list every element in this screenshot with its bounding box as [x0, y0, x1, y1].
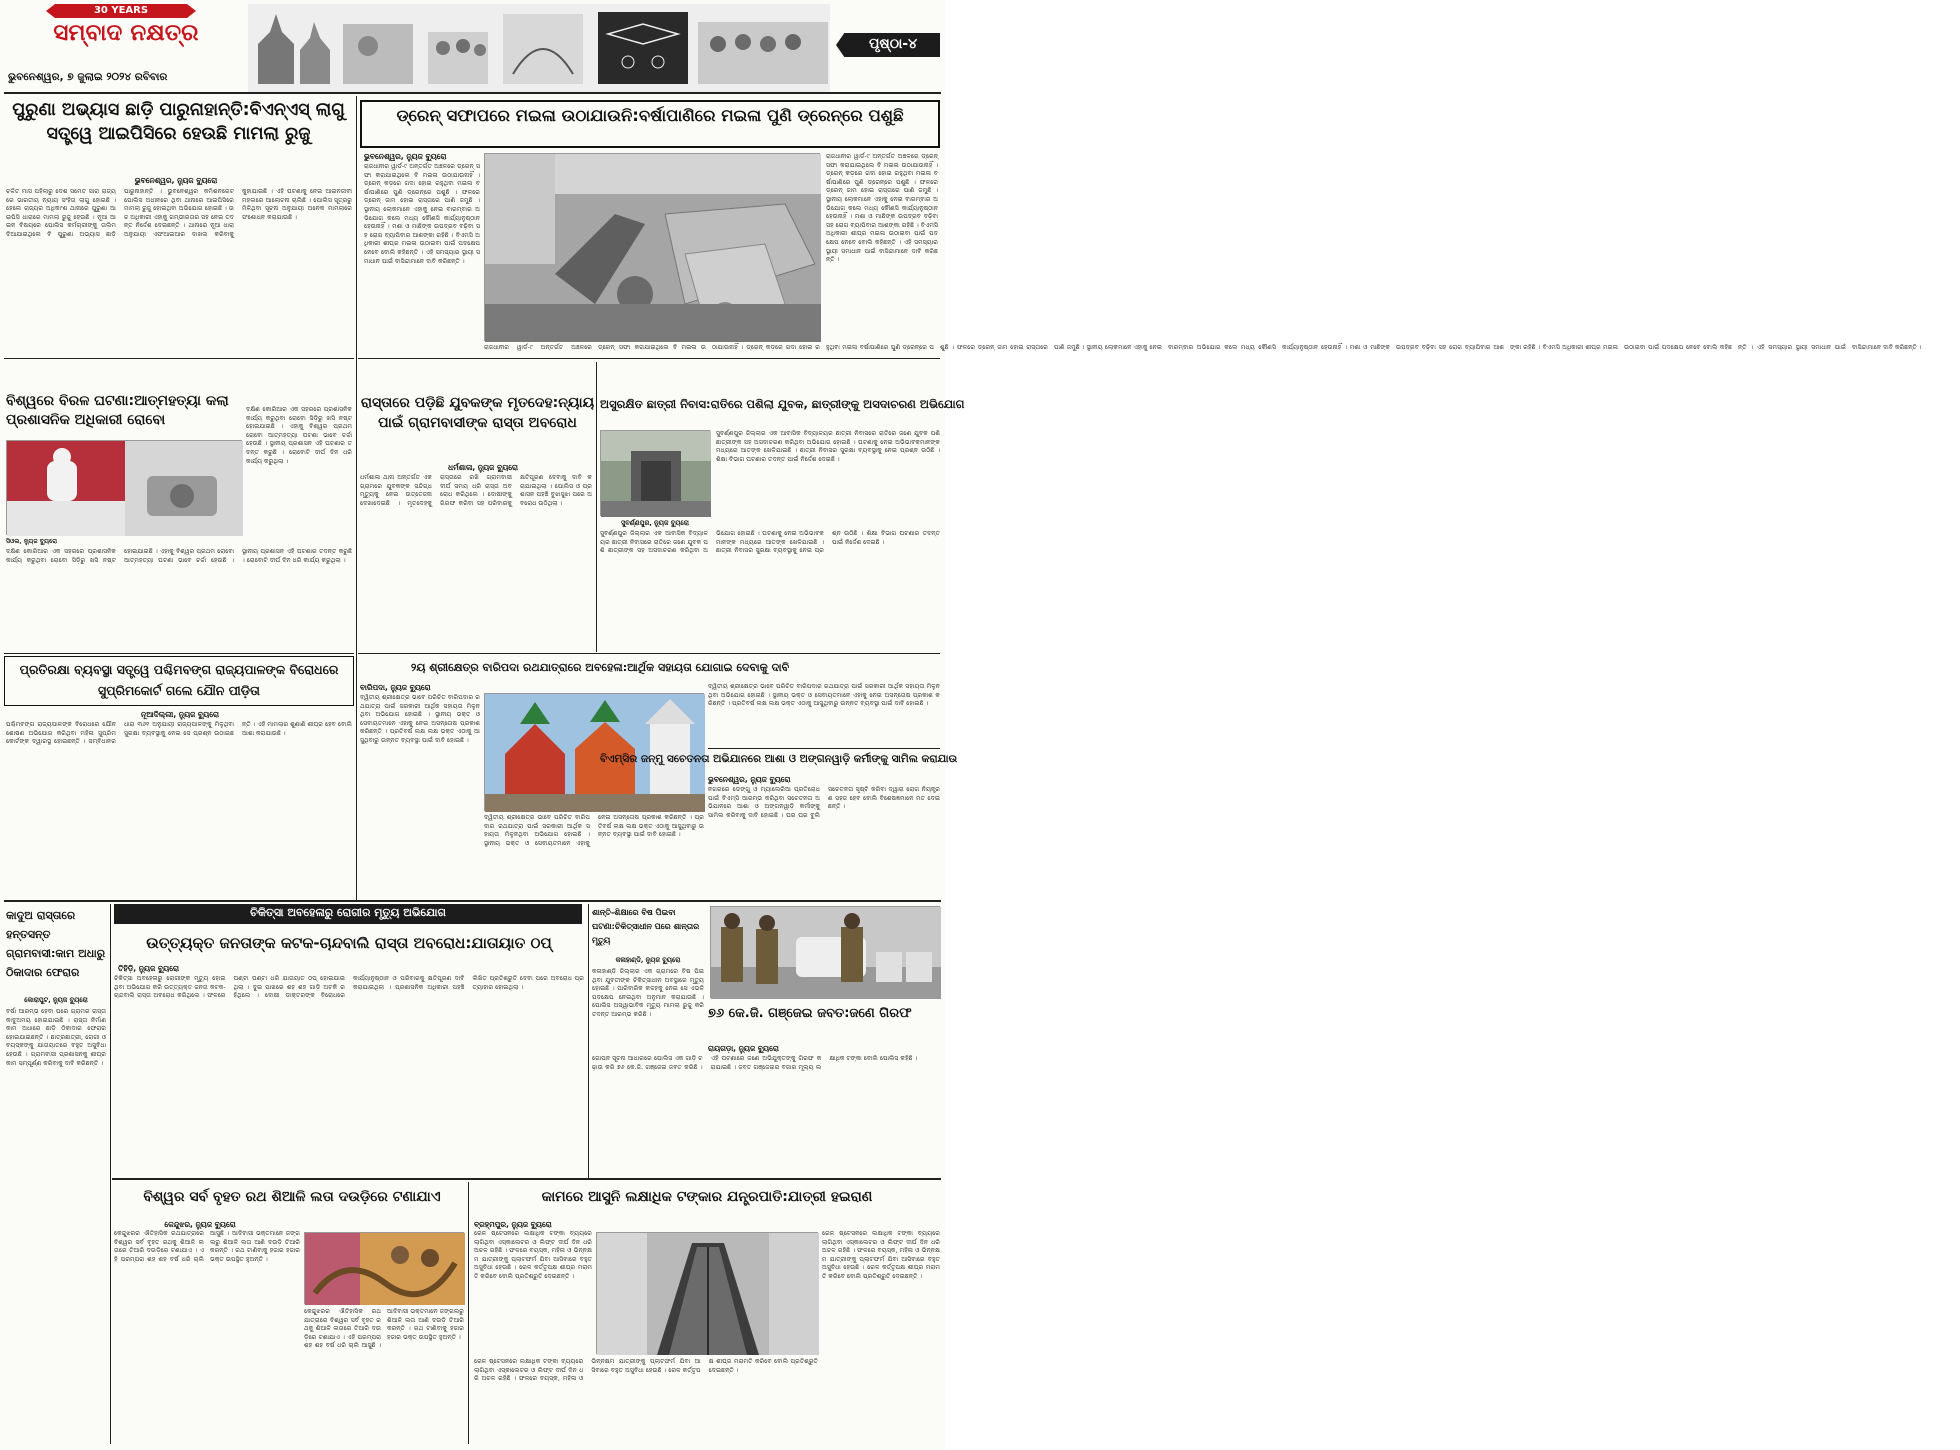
article-7-headline: ୨ୟ ଶ୍ରୀକ୍ଷେତ୍ର ବାରିପଦା ରଥଯାତ୍ରାରେ ଅବହେଳା:ଆର୍ଥିକ ସହାୟତା ଯୋଗାଇ ଦେବାକୁ ଦାବି [410, 661, 790, 674]
article-2-headline: ଡ୍ରେନ୍ ସଫାପରେ ମଇଳା ଉଠାଯାଉନି:ବର୍ଷାପାଣିରେ ମଇଳା ପୁଣି ଡ୍ରେନ୍‌ରେ ପଶୁଛି [396, 106, 904, 125]
article-4-body: ଧର୍ମଶାଳା ଥାନା ଅନ୍ତର୍ଗତ ଏକ ଗ୍ରାମରେ ଯୁବକଙ୍କ ସନ୍ଦିଗ୍ଧ ମୃତ୍ୟୁକୁ ନେଇ ଉତ୍ତେଜନା ଦେଖାଦେଇଛି । ମୃତଦେହକୁ ରାସ୍ତାରେ ରଖି ଗ୍ରାମବାସୀ ଦୀର୍ଘ ସମୟ ଧରି ରାସ୍ତା ଅବରୋଧ କରିଥିଲେ । ଦୋଷୀଙ୍କୁ ଗିରଫ କରିବା ସହ ପରିବାରକୁ କ୍ଷତିପୂରଣ ଦେବାକୁ ଦାବି କରାଯାଇଥିଲା । ପୋଲିସ ଓ ପ୍ରଶାସନ ପହଞ୍ଚି ବୁଝାସୁଝା ପରେ ଅବରୋଧ ଉଠିଥିଲା । [360, 474, 592, 507]
article-5-body: ସୁବର୍ଣ୍ଣପୁର ଜିଲ୍ଲାର ଏକ ଆବାସିକ ବିଦ୍ୟାଳୟର ଛାତ୍ରୀ ନିବାସରେ ରାତିରେ ଜଣେ ଯୁବକ ପଶି ଛାତ୍ରୀଙ୍କ ସହ ଅସଦାଚରଣ କରିଥିବା ଅଭିଯୋଗ ହୋଇଛି । ଘଟଣାକୁ ନେଇ ଅଭିଭାବକମାନଙ୍କ ମଧ୍ୟରେ ଆତଙ୍କ ଖେଳିଯାଇଛି । ଛାତ୍ରୀ ନିବାସର ସୁରକ୍ଷା ବ୍ୟବସ୍ଥାକୁ ନେଇ ପ୍ରଶ୍ନ ଉଠିଛି । ଶିକ୍ଷା ବିଭାଗ ଘଟଣାର ତଦନ୍ତ ପାଇଁ ନିର୍ଦ୍ଦେଶ ଦେଇଛି । [600, 530, 940, 555]
divider-left-1 [4, 358, 354, 359]
robot-photo [6, 440, 242, 535]
ganja-seizure-photo [710, 906, 940, 998]
article-4-headline: ରାସ୍ତାରେ ପଡ଼ିଛି ଯୁବକଙ୍କ ମୃତଦେହ:ନ୍ୟାୟ ପାଇଁ ଗ୍ରାମବାସୀଙ୍କ ରାସ୍ତା ଅବରୋଧ [360, 395, 595, 431]
rath-rope-illustration [305, 1233, 465, 1305]
article-2-byline: ଭୁବନେଶ୍ୱର, ନ୍ୟୁଜ ବ୍ୟୁରୋ [364, 152, 447, 161]
article-13-body-left: କେନ୍ଦୁଝରର ଐତିହାସିକ ରଥଯାତ୍ରାରେ ବିଶ୍ୱର ସର୍ବ ବୃହତ ରଥକୁ ଶିଆଳି ଲତାରେ ତିଆରି ଦଉଡ଼ିରେ ଟଣାଯାଏ । ଏହି ପରମ୍ପରା ଶହ ଶହ ବର୍ଷ ଧରି ଚାଲି ଆସୁଛି । ଆଦିବାସୀ ଭକ୍ତମାନେ ଜଙ୍ଗଲରୁ ଶିଆଳି ଲତା ଆଣି ଦଉଡ଼ି ତିଆରି କରନ୍ତି । ରଥ ଟାଣିବାକୁ ହଜାର ହଜାର ଭକ୍ତ ଉପସ୍ଥିତ ହୁଅନ୍ତି । [114, 1230, 300, 1263]
robot-photo-illustration [7, 441, 243, 536]
article-14-headline: କାମରେ ଆସୁନି ଲକ୍ଷାଧିକ ଟଙ୍କାର ଯନ୍ତ୍ରପାତି:ଯାତ୍ରୀ ହଇରାଣ [541, 1189, 873, 1205]
article-9-byline: କୋରାପୁଟ, ନ୍ୟୁଜ ବ୍ୟୁରୋ [24, 996, 88, 1004]
article-12-byline: ରାୟଗଡ଼ା, ନ୍ୟୁଜ ବ୍ୟୁରୋ [708, 1044, 779, 1053]
article-10-headline: ଉତ୍ତ୍ୟକ୍ତ ଜନତାଙ୍କ କଟକ-ଚାନ୍ଦବାଲି ରାସ୍ତା ଅବରୋଧ:ଯାତାୟାତ ଠପ୍ [146, 934, 552, 952]
ganja-seizure-illustration [711, 907, 941, 999]
page-number-label: ପୃଷ୍ଠା-୪ [868, 36, 918, 52]
article-14-body-left: ରେଳ ଷ୍ଟେସନରେ ଲକ୍ଷାଧିକ ଟଙ୍କା ବ୍ୟୟରେ ଲାଗିଥିବା ଏସ୍କାଲେଟର ଓ ଲିଫ୍ଟ ଦୀର୍ଘ ଦିନ ଧରି ଅଚଳ ରହିଛି । ଫଳରେ ବୟସ୍କ, ମହିଳା ଓ ଭିନ୍ନକ୍ଷମ ଯାତ୍ରୀଙ୍କୁ ପ୍ଲାଟଫର୍ମ ଯିବା ଆସିବାରେ ବହୁତ ଅସୁବିଧା ହେଉଛି । ରେଳ କର୍ତ୍ତୃପକ୍ଷ ଶୀଘ୍ର ମରାମତି କରିବେ ବୋଲି ପ୍ରତିଶ୍ରୁତି ଦେଇଛନ୍ତି । [474, 1230, 592, 1280]
article-9-headline: କାଦୁଅ ରାସ୍ତାରେ ହନ୍ତସନ୍ତ ଗ୍ରାମବାସୀ:କାମ ଅଧାରୁ ଠିକାଦାର ଫେରାର [6, 909, 106, 979]
hostel-photo-illustration [601, 431, 711, 517]
article-4-byline: ଧର୍ମଶାଳା, ନ୍ୟୁଜ ବ୍ୟୁରୋ [448, 463, 518, 472]
masthead-divider [4, 92, 941, 94]
article-2-body-mid: ରାଜଧାନୀର ୱାର୍ଡ-୯ ଅନ୍ତର୍ଗତ ଅଞ୍ଚଳରେ ଡ୍ରେନ୍ ସଫା କରାଯାଇଥିଲେ ବି ମଇଳା ଉଠାଯାଉନାହିଁ । ଡ୍ରେନ୍ କଡ଼ରେ ଗଦା ହୋଇ ରହୁଥିବା ମଇଳା ବର୍ଷାପାଣିରେ ପୁଣି ଡ୍ରେନ୍‌ରେ ପଶୁଛି । ଫଳରେ ଡ୍ରେନ୍ ଜାମ ହୋଇ ରାସ୍ତାରେ ପାଣି ଜମୁଛି । ସ୍ଥାନୀୟ ଲୋକମାନେ ଏହାକୁ ନେଇ ବାରମ୍ବାର ଅଭିଯୋଗ କଲେ ମଧ୍ୟ କୌଣସି କାର୍ଯ୍ୟାନୁଷ୍ଠାନ ହେଉନାହିଁ । ମଶା ଓ ମାଛିଙ୍କ ଉପଦ୍ରବ ବଢ଼ିବା ସହ ରୋଗ ବ୍ୟାପିବାର ଆଶଙ୍କା ରହିଛି । ବିଏମସି ଅଧିକାରୀ ଶୀଘ୍ର ମଇଳା ଉଠାଇବା ପାଇଁ ପଦକ୍ଷେପ ନେବେ ବୋଲି କହିଛନ୍ତି । ଏହି ସମସ୍ୟାର ସ୍ଥାୟୀ ସମାଧାନ ପାଇଁ ବାସିନ୍ଦାମାନେ ଦାବି କରିଛନ୍ତି । [484, 344, 1922, 351]
article-13-body-right: କେନ୍ଦୁଝରର ଐତିହାସିକ ରଥଯାତ୍ରାରେ ବିଶ୍ୱର ସର୍ବ ବୃହତ ରଥକୁ ଶିଆଳି ଲତାରେ ତିଆରି ଦଉଡ଼ିରେ ଟଣାଯାଏ । ଏହି ପରମ୍ପରା ଶହ ଶହ ବର୍ଷ ଧରି ଚାଲି ଆସୁଛି । ଆଦିବାସୀ ଭକ୍ତମାନେ ଜଙ୍ଗଲରୁ ଶିଆଳି ଲତା ଆଣି ଦଉଡ଼ି ତିଆରି କରନ୍ତି । ରଥ ଟାଣିବାକୁ ହଜାର ହଜାର ଭକ୍ତ ଉପସ୍ଥିତ ହୁଅନ୍ତି । [304, 1308, 464, 1350]
column-divider-bottom [468, 1182, 469, 1444]
column-divider-main [356, 96, 357, 900]
article-10-byline: ତିହିଡ଼ି, ନ୍ୟୁଜ ବ୍ୟୁରୋ [118, 964, 179, 973]
article-12-headline: ୭୬ କେ.ଜି. ଗଞ୍ଜେଇ ଜବତ:ଜଣେ ଗିରଫ [708, 1006, 912, 1021]
article-5-body-right: ସୁବର୍ଣ୍ଣପୁର ଜିଲ୍ଲାର ଏକ ଆବାସିକ ବିଦ୍ୟାଳୟର ଛାତ୍ରୀ ନିବାସରେ ରାତିରେ ଜଣେ ଯୁବକ ପଶି ଛାତ୍ରୀଙ୍କ ସହ ଅସଦାଚରଣ କରିଥିବା ଅଭିଯୋଗ ହୋଇଛି । ଘଟଣାକୁ ନେଇ ଅଭିଭାବକମାନଙ୍କ ମଧ୍ୟରେ ଆତଙ୍କ ଖେଳିଯାଇଛି । ଛାତ୍ରୀ ନିବାସର ସୁରକ୍ଷା ବ୍ୟବସ୍ଥାକୁ ନେଇ ପ୍ରଶ୍ନ ଉଠିଛି । ଶିକ୍ଷା ବିଭାଗ ଘଟଣାର ତଦନ୍ତ ପାଇଁ ନିର୍ଦ୍ଦେଶ ଦେଇଛି । [716, 430, 940, 463]
divider-right-1 [358, 358, 940, 359]
article-7-body-mid: ଦ୍ୱିତୀୟ ଶ୍ରୀକ୍ଷେତ୍ର ଭାବେ ପରିଚିତ ବାରିପଦାର ରଥଯାତ୍ରା ପାଇଁ ସରକାରୀ ଆର୍ଥିକ ସହାୟତା ମିଳୁନଥିବା ଅଭିଯୋଗ ହୋଇଛି । ସ୍ଥାନୀୟ ଭକ୍ତ ଓ ସେବାୟତମାନେ ଏହାକୁ ନେଇ ଅସନ୍ତୋଷ ପ୍ରକାଶ କରିଛନ୍ତି । ପ୍ରତିବର୍ଷ ଲକ୍ଷ ଲକ୍ଷ ଭକ୍ତ ଏଠାକୁ ଆସୁଥିବାରୁ ଉନ୍ନତ ବ୍ୟବସ୍ଥା ପାଇଁ ଦାବି ହୋଇଛି । [484, 814, 704, 847]
drain-photo-illustration [485, 154, 821, 342]
article-5-caption: ସୁବର୍ଣ୍ଣପୁର, ନ୍ୟୁଜ ବ୍ୟୁରୋ [621, 519, 689, 527]
article-13-headline: ବିଶ୍ୱର ସର୍ବ ବୃହତ ରଥ ଶିଆଳି ଲତା ଦଉଡ଼ିରେ ଟଣାଯାଏ [143, 1189, 441, 1205]
column-divider-lower-left [110, 904, 111, 1444]
article-1-body: ଚଳିତ ମାସ ପହିଲାରୁ ଦେଶ ସମେତ ସାରା ରାଜ୍ୟରେ ଭାରତୀୟ ନ୍ୟାୟ ସଂହିତା ଲାଗୁ ହୋଇଛି । ହେଲେ ରାଜ୍ୟର ଅଧିକାଂଶ ଥାନାରେ ପୁରୁଣା ଆଇପିସି ଧାରାରେ ମାମଲା ରୁଜୁ ହେଉଛି । ନୂଆ ଆଇନ ବିଷୟରେ ପୋଲିସ କର୍ମଚାରୀଙ୍କୁ ତାଲିମ ଦିଆଯାଇଥିଲେ ବି ପୁରୁଣା ଅଭ୍ୟାସ ଛାଡ଼ି ପାରୁନାହାନ୍ତି । ଭୁବନେଶ୍ୱର କମିଶନରେଟ ପୋଲିସ ଅଧୀନରେ ଥିବା ଥାନାରେ ଆଇପିସିରେ ମାମଲା ରୁଜୁ ହୋଇଥିବା ଅଭିଯୋଗ ହୋଇଛି । ଉଚ୍ଚ ଅଧିକାରୀ ଏହାକୁ ଗମ୍ଭୀରତାର ସହ ନେଇ ତଦନ୍ତ ନିର୍ଦ୍ଦେଶ ଦେଇଛନ୍ତି । ଥାନାରେ ନୂଆ ଧାରା ଅନୁଯାୟୀ ଏଫଆଇଆର ଦାଖଲ କରିବାକୁ କୁହାଯାଇଛି । ଏହି ଘଟଣାକୁ ନେଇ ଆଇନଜୀବୀ ମହଲରେ ଆଲୋଚନା ଚାଲିଛି । ପୋଲିସ ସୂତ୍ରରୁ ମିଳିଥିବା ସୂଚନା ଅନୁଯାୟୀ ଅନେକ ମାମଲାରେ ସଂଶୋଧନ କରାଯାଉଛି । [6, 188, 352, 238]
article-3-headline: ବିଶ୍ୱରେ ବିରଳ ଘଟଣା:ଆତ୍ମହତ୍ୟା କଲା ପ୍ରଶାସନିକ ଅଧିକାରୀ ରୋବୋ [6, 393, 229, 428]
article-6-headline: ପ୍ରତିରକ୍ଷା ବ୍ୟବସ୍ଥା ସତ୍ତ୍ୱେ ପଶ୍ଚିମବଙ୍ଗ ରାଜ୍ୟପାଳଙ୍କ ବିରୋଧରେ ସୁପ୍ରିମକୋର୍ଟ ଗଲେ ଯୌନ ପୀଡ଼ିତା [19, 662, 339, 698]
article-5-headline: ଅସୁରକ୍ଷିତ ଛାତ୍ରୀ ନିବାସ:ରାତିରେ ପଶିଲା ଯୁବକ, ଛାତ୍ରୀଙ୍କୁ ଅସଦାଚରଣ ଅଭିଯୋଗ [600, 397, 965, 411]
article-7-byline: ବାରିପଦା, ନ୍ୟୁଜ ବ୍ୟୁରୋ [360, 683, 431, 692]
article-14-body-right: ରେଳ ଷ୍ଟେସନରେ ଲକ୍ଷାଧିକ ଟଙ୍କା ବ୍ୟୟରେ ଲାଗିଥିବା ଏସ୍କାଲେଟର ଓ ଲିଫ୍ଟ ଦୀର୍ଘ ଦିନ ଧରି ଅଚଳ ରହିଛି । ଫଳରେ ବୟସ୍କ, ମହିଳା ଓ ଭିନ୍ନକ୍ଷମ ଯାତ୍ରୀଙ୍କୁ ପ୍ଲାଟଫର୍ମ ଯିବା ଆସିବାରେ ବହୁତ ଅସୁବିଧା ହେଉଛି । ରେଳ କର୍ତ୍ତୃପକ୍ଷ ଶୀଘ୍ର ମରାମତି କରିବେ ବୋଲି ପ୍ରତିଶ୍ରୁତି ଦେଇଛନ୍ତି । [822, 1230, 940, 1280]
article-7-body-right: ଦ୍ୱିତୀୟ ଶ୍ରୀକ୍ଷେତ୍ର ଭାବେ ପରିଚିତ ବାରିପଦାର ରଥଯାତ୍ରା ପାଇଁ ସରକାରୀ ଆର୍ଥିକ ସହାୟତା ମିଳୁନଥିବା ଅଭିଯୋଗ ହୋଇଛି । ସ୍ଥାନୀୟ ଭକ୍ତ ଓ ସେବାୟତମାନେ ଏହାକୁ ନେଇ ଅସନ୍ତୋଷ ପ୍ରକାଶ କରିଛନ୍ତି । ପ୍ରତିବର୍ଷ ଲକ୍ଷ ଲକ୍ଷ ଭକ୍ତ ଏଠାକୁ ଆସୁଥିବାରୁ ଉନ୍ନତ ବ୍ୟବସ୍ଥା ପାଇଁ ଦାବି ହୋଇଛି । [708, 683, 940, 708]
divider-right-2 [358, 653, 940, 654]
escalator-photo [596, 1232, 818, 1354]
article-11-body: କଳାହାଣ୍ଡି ଜିଲ୍ଲାର ଏକ ଗ୍ରାମରେ ବିଷ ପିଇଥିବା ଯୁବତୀଙ୍କ ଚିକିତ୍ସାଧୀନ ଅବସ୍ଥାରେ ମୃତ୍ୟୁ ହୋଇଛି । ପାରିବାରିକ କଳହକୁ ନେଇ ସେ ଏଭଳି ପଦକ୍ଷେପ ନେଇଥିବା ଅନୁମାନ କରାଯାଉଛି । ପୋଲିସ ଅସ୍ୱାଭାବିକ ମୃତ୍ୟୁ ମାମଲା ରୁଜୁ କରି ତଦନ୍ତ ଆରମ୍ଭ କରିଛି । [592, 968, 704, 1018]
escalator-illustration [597, 1233, 819, 1355]
column-divider-lower-mid [588, 904, 589, 1178]
divider-lower [112, 1178, 941, 1180]
anniversary-label: 30 YEARS [93, 5, 149, 16]
article-6-byline: ନୂଆଦିଲ୍ଲୀ, ନ୍ୟୁଜ ବ୍ୟୁରୋ [141, 710, 219, 719]
article-11-kicker: ଶାନ୍ତି-ଶିକ୍ଷାରେ ବିଷ ପିଇବା ଘଟଣା:ଚିକିତ୍ସାଧୀନ ପରେ ଶାନ୍ତାର ମୃତ୍ୟୁ [592, 908, 700, 945]
article-14-byline: ବ୍ରହ୍ମପୁର, ନ୍ୟୁଜ ବ୍ୟୁରୋ [474, 1220, 552, 1229]
article-3-byline-text: ସିଓଲ, ନ୍ୟୁଜ ବ୍ୟୁରୋ [6, 538, 58, 545]
article-9-body: ବର୍ଷା ଆରମ୍ଭ ହେବା ପରେ ଗ୍ରାମର ରାସ୍ତା କାଦୁଅମୟ ହୋଇଯାଇଛି । ରାସ୍ତା ନିର୍ମାଣ କାମ ଅଧାରେ ଛାଡ଼ି ଠିକାଦାର ଫେରାର ହୋଇଯାଇଛନ୍ତି । ଛାତ୍ରଛାତ୍ରୀ, ରୋଗୀ ଓ ବୟସ୍କଙ୍କୁ ଯାତାୟାତରେ ବହୁତ ଅସୁବିଧା ହେଉଛି । ଗ୍ରାମବାସୀ ପ୍ରଶାସନକୁ ଶୀଘ୍ର କାମ ସମ୍ପୂର୍ଣ୍ଣ କରିବାକୁ ଦାବି କରିଛନ୍ତି । [6, 1008, 106, 1067]
article-7-body-left: ଦ୍ୱିତୀୟ ଶ୍ରୀକ୍ଷେତ୍ର ଭାବେ ପରିଚିତ ବାରିପଦାର ରଥଯାତ୍ରା ପାଇଁ ସରକାରୀ ଆର୍ଥିକ ସହାୟତା ମିଳୁନଥିବା ଅଭିଯୋଗ ହୋଇଛି । ସ୍ଥାନୀୟ ଭକ୍ତ ଓ ସେବାୟତମାନେ ଏହାକୁ ନେଇ ଅସନ୍ତୋଷ ପ୍ରକାଶ କରିଛନ୍ତି । ପ୍ରତିବର୍ଷ ଲକ୍ଷ ଲକ୍ଷ ଭକ୍ତ ଏଠାକୁ ଆସୁଥିବାରୁ ଉନ୍ନତ ବ୍ୟବସ୍ଥା ପାଇଁ ଦାବି ହୋଇଛି । [360, 694, 480, 744]
masthead-logo [6, 4, 246, 64]
divider-left-2 [4, 653, 354, 654]
article-10-body: ଚିକିତ୍ସା ଅବହେଳାରୁ ରୋଗୀଙ୍କ ମୃତ୍ୟୁ ହୋଇଥିବା ଅଭିଯୋଗ କରି ଉତ୍ତ୍ୟକ୍ତ ଜନତା କଟକ-ଚାନ୍ଦବାଲି ରାସ୍ତା ଅବରୋଧ କରିଥିଲେ । ଫଳରେ ଘଣ୍ଟା ଘଣ୍ଟା ଧରି ଯାତାୟାତ ଠପ୍ ହୋଇଯାଇଥିଲା । ଦୁଇ ପାଖରେ ଶହ ଶହ ଗାଡ଼ି ଅଟକି ରହିଥିଲେ । ଦୋଷୀ ଡାକ୍ତରଙ୍କ ବିରୋଧରେ କାର୍ଯ୍ୟାନୁଷ୍ଠାନ ଓ ପରିବାରକୁ କ୍ଷତିପୂରଣ ଦାବି କରାଯାଇଥିଲା । ପ୍ରଶାସନିକ ଅଧିକାରୀ ପହଞ୍ଚି ଲିଖିତ ପ୍ରତିଶ୍ରୁତି ଦେବା ପରେ ଅବରୋଧ ପ୍ରତ୍ୟାହାର ହୋଇଥିଲା । [114, 975, 584, 1000]
article-8-byline: ଭୁବନେଶ୍ୱର, ନ୍ୟୁଜ ବ୍ୟୁରୋ [708, 775, 791, 784]
masthead-logo-text: ସମ୍ବାଦ ନକ୍ଷତ୍ର [53, 19, 199, 46]
article-10-kicker: ଚିକିତ୍ସା ଅବହେଳାରୁ ରୋଗୀର ମୃତ୍ୟୁ ଅଭିଯୋଗ [250, 906, 446, 919]
drain-photo [484, 153, 820, 341]
article-14-body-bottom: ରେଳ ଷ୍ଟେସନରେ ଲକ୍ଷାଧିକ ଟଙ୍କା ବ୍ୟୟରେ ଲାଗିଥିବା ଏସ୍କାଲେଟର ଓ ଲିଫ୍ଟ ଦୀର୍ଘ ଦିନ ଧରି ଅଚଳ ରହିଛି । ଫଳରେ ବୟସ୍କ, ମହିଳା ଓ ଭିନ୍ନକ୍ଷମ ଯାତ୍ରୀଙ୍କୁ ପ୍ଲାଟଫର୍ମ ଯିବା ଆସିବାରେ ବହୁତ ଅସୁବିଧା ହେଉଛି । ରେଳ କର୍ତ୍ତୃପକ୍ଷ ଶୀଘ୍ର ମରାମତି କରିବେ ବୋଲି ପ୍ରତିଶ୍ରୁତି ଦେଇଛନ୍ତି । [474, 1358, 818, 1383]
article-11-byline: କଳାହାଣ୍ଡି, ନ୍ୟୁଜ ବ୍ୟୁରୋ [615, 956, 681, 964]
article-2-body-right: ରାଜଧାନୀର ୱାର୍ଡ-୯ ଅନ୍ତର୍ଗତ ଅଞ୍ଚଳରେ ଡ୍ରେନ୍ ସଫା କରାଯାଇଥିଲେ ବି ମଇଳା ଉଠାଯାଉନାହିଁ । ଡ୍ରେନ୍ କଡ଼ରେ ଗଦା ହୋଇ ରହୁଥିବା ମଇଳା ବର୍ଷାପାଣିରେ ପୁଣି ଡ୍ରେନ୍‌ରେ ପଶୁଛି । ଫଳରେ ଡ୍ରେନ୍ ଜାମ ହୋଇ ରାସ୍ତାରେ ପାଣି ଜମୁଛି । ସ୍ଥାନୀୟ ଲୋକମାନେ ଏହାକୁ ନେଇ ବାରମ୍ବାର ଅଭିଯୋଗ କଲେ ମଧ୍ୟ କୌଣସି କାର୍ଯ୍ୟାନୁଷ୍ଠାନ ହେଉନାହିଁ । ମଶା ଓ ମାଛିଙ୍କ ଉପଦ୍ରବ ବଢ଼ିବା ସହ ରୋଗ ବ୍ୟାପିବାର ଆଶଙ୍କା ରହିଛି । ବିଏମସି ଅଧିକାରୀ ଶୀଘ୍ର ମଇଳା ଉଠାଇବା ପାଇଁ ପଦକ୍ଷେପ ନେବେ ବୋଲି କହିଛନ୍ତି । ଏହି ସମସ୍ୟାର ସ୍ଥାୟୀ ସମାଧାନ ପାଇଁ ବାସିନ୍ଦାମାନେ ଦାବି କରିଛନ୍ତି । [826, 153, 938, 264]
montage-illustration [248, 4, 830, 92]
article-1-headline: ପୁରୁଣା ଅଭ୍ୟାସ ଛାଡ଼ି ପାରୁନାହାନ୍ତି:ବିଏନ୍ଏସ୍ ଲାଗୁ ସତ୍ତ୍ୱେ ଆଇପିସିରେ ହେଉଛି ମାମଲା ରୁଜୁ [12, 100, 345, 144]
column-divider-mid [596, 362, 597, 652]
article-8-body: ନଗରରେ ଡେଙ୍ଗୁ ଓ ମ୍ୟାଲେରିଆ ପ୍ରତିରୋଧ ପାଇଁ ବିଏମ୍‌ସି ଆରମ୍ଭ କରିଥିବା ସଚେତନତା ଅଭିଯାନରେ ଆଶା ଓ ଅଙ୍ଗନୱାଡ଼ି କର୍ମୀଙ୍କୁ ସାମିଲ କରିବାକୁ ଦାବି ହୋଇଛି । ଘର ଘର ବୁଲି ସଚେତନତା ସୃଷ୍ଟି କରିବା ଦ୍ୱାରା ରୋଗ ନିୟନ୍ତ୍ରଣ ସହଜ ହେବ ବୋଲି ବିଶେଷଜ୍ଞମାନେ ମତ ଦେଇଛନ୍ତି । [708, 786, 940, 819]
article-3-body-right: ଦକ୍ଷିଣ କୋରିଆର ଏକ ସହରରେ ପ୍ରଶାସନିକ କାର୍ଯ୍ୟ କରୁଥିବା ରୋବୋ ସିଡ଼ିରୁ ଖସି ନଷ୍ଟ ହୋଇଯାଇଛି । ଏହାକୁ ବିଶ୍ୱର ପ୍ରଥମ ରୋବୋ ଆତ୍ମହତ୍ୟା ଘଟଣା ଭାବେ ଚର୍ଚ୍ଚା ହେଉଛି । ସ୍ଥାନୀୟ ପ୍ରଶାସନ ଏହି ଘଟଣାର ତଦନ୍ତ କରୁଛି । ରୋବୋଟି ଦୀର୍ଘ ଦିନ ଧରି କାର୍ଯ୍ୟ କରୁଥିଲା । [246, 406, 352, 465]
article-2-body-left: ରାଜଧାନୀର ୱାର୍ଡ-୯ ଅନ୍ତର୍ଗତ ଅଞ୍ଚଳରେ ଡ୍ରେନ୍ ସଫା କରାଯାଇଥିଲେ ବି ମଇଳା ଉଠାଯାଉନାହିଁ । ଡ୍ରେନ୍ କଡ଼ରେ ଗଦା ହୋଇ ରହୁଥିବା ମଇଳା ବର୍ଷାପାଣିରେ ପୁଣି ଡ୍ରେନ୍‌ରେ ପଶୁଛି । ଫଳରେ ଡ୍ରେନ୍ ଜାମ ହୋଇ ରାସ୍ତାରେ ପାଣି ଜମୁଛି । ସ୍ଥାନୀୟ ଲୋକମାନେ ଏହାକୁ ନେଇ ବାରମ୍ବାର ଅଭିଯୋଗ କଲେ ମଧ୍ୟ କୌଣସି କାର୍ଯ୍ୟାନୁଷ୍ଠାନ ହେଉନାହିଁ । ମଶା ଓ ମାଛିଙ୍କ ଉପଦ୍ରବ ବଢ଼ିବା ସହ ରୋଗ ବ୍ୟାପିବାର ଆଶଙ୍କା ରହିଛି । ବିଏମସି ଅଧିକାରୀ ଶୀଘ୍ର ମଇଳା ଉଠାଇବା ପାଇଁ ପଦକ୍ଷେପ ନେବେ ବୋଲି କହିଛନ୍ତି । ଏହି ସମସ୍ୟାର ସ୍ଥାୟୀ ସମାଧାନ ପାଇଁ ବାସିନ୍ଦାମାନେ ଦାବି କରିଛନ୍ତି । [364, 163, 480, 265]
article-6-body: ପଶ୍ଚିମବଙ୍ଗ ରାଜ୍ୟପାଳଙ୍କ ବିରୋଧରେ ଯୌନ ଶୋଷଣ ଅଭିଯୋଗ କରିଥିବା ମହିଳା ସୁପ୍ରିମକୋର୍ଟଙ୍କ ଦ୍ୱାରସ୍ଥ ହୋଇଛନ୍ତି । ସମ୍ବିଧାନର ଧାରା ୩୬୧ ଅନୁଯାୟୀ ରାଜ୍ୟପାଳଙ୍କୁ ମିଳୁଥିବା ସୁରକ୍ଷା ବ୍ୟବସ୍ଥାକୁ ନେଇ ସେ ପ୍ରଶ୍ନ ଉଠାଇଛନ୍ତି । ଏହି ମାମଲାର ଶୁଣାଣି ଶୀଘ୍ର ହେବ ବୋଲି ଆଶା କରାଯାଉଛି । [6, 721, 352, 746]
hostel-photo [600, 430, 710, 516]
divider-mid-page [4, 900, 941, 902]
header-photo-montage [248, 4, 830, 92]
divider-article-8 [708, 748, 940, 749]
rath-rope-photo [304, 1232, 464, 1304]
article-1-byline: ଭୁବନେଶ୍ୱର, ନ୍ୟୁଜ ବ୍ୟୁରୋ [134, 176, 218, 185]
article-8-headline: ବିଏମ୍‌ସିର ଜନ୍ମୁ ସଚେତନତା ଅଭିଯାନରେ ଆଶା ଓ ଅଙ୍ଗନୱାଡ଼ି କର୍ମୀଙ୍କୁ ସାମିଲ କରାଯାଉ [600, 753, 958, 765]
dateline: ଭୁବନେଶ୍ୱର, ୭ ଜୁଲାଇ ୨୦୨୪ ରବିବାର [8, 71, 168, 83]
article-12-body: ଗୋପନ ସୂଚନା ଆଧାରରେ ପୋଲିସ ଏକ ଗାଡ଼ି ଚଢ଼ାଉ କରି ୭୬ କେ.ଜି. ଗଞ୍ଜେଇ ଜବତ କରିଛି । ଏହି ଘଟଣାରେ ଜଣେ ଅଭିଯୁକ୍ତଙ୍କୁ ଗିରଫ କରାଯାଇଛି । ଜବତ ଗଞ୍ଜେଇର ବଜାର ମୂଲ୍ୟ ଲକ୍ଷାଧିକ ଟଙ୍କା ବୋଲି ପୋଲିସ କହିଛି । [592, 1055, 918, 1071]
article-13-byline: କେନ୍ଦୁଝର, ନ୍ୟୁଜ ବ୍ୟୁରୋ [164, 1220, 236, 1229]
article-3-body: ଦକ୍ଷିଣ କୋରିଆର ଏକ ସହରରେ ପ୍ରଶାସନିକ କାର୍ଯ୍ୟ କରୁଥିବା ରୋବୋ ସିଡ଼ିରୁ ଖସି ନଷ୍ଟ ହୋଇଯାଇଛି । ଏହାକୁ ବିଶ୍ୱର ପ୍ରଥମ ରୋବୋ ଆତ୍ମହତ୍ୟା ଘଟଣା ଭାବେ ଚର୍ଚ୍ଚା ହେଉଛି । ସ୍ଥାନୀୟ ପ୍ରଶାସନ ଏହି ଘଟଣାର ତଦନ୍ତ କରୁଛି । ରୋବୋଟି ଦୀର୍ଘ ଦିନ ଧରି କାର୍ଯ୍ୟ କରୁଥିଲା । [6, 548, 352, 564]
